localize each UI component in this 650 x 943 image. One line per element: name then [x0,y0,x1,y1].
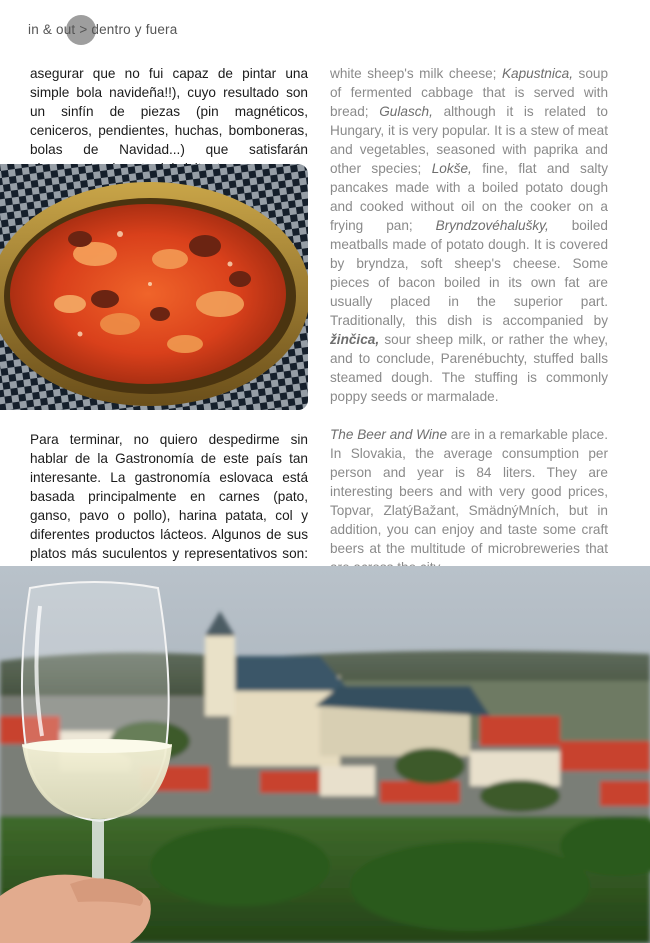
left-column-bottom [30,430,308,582]
paragraph-gastronomy [30,430,308,582]
gastronomy-text: Para terminar, no quiero despedirme sin hablar de la Gastronomía de este país tan interesante. La gastronomía eslovaca está basada principalmente en carnes (pato, ganso, pavo o pollo), harina patata, col y diferentes productos lácteos. Algunos de sus platos más suculentos y representativos son: [30,432,308,561]
paragraph-crafts: asegurar que no fui capaz de pintar una simple bola navideña!!), cuyo resultado son un sinfín de piezas (pin magnéticos, ceniceros, pendientes, huchas, bomboneras, bolas de Navidad...) que satisfarán [30,66,308,157]
p1-run-4: although it is related to Hungary, it is very popular. It is a stew of meat and vegetables, seasoned with paprika and other species; [330,104,608,176]
p1-run-6: fine, flat and salty pancakes made with a boiled potato dough and cooked without oil on the cooker on a frying pan; [330,161,608,233]
p2-run-0: The Beer and Wine [330,427,448,442]
p1-run-2: soup of fermented cabbage that is served with bread; [330,66,608,119]
p1-run-7: Bryndzovéhalušky, [435,218,549,233]
p1-run-3: Gulasch, [379,104,433,119]
section-label: in & out > dentro y fuera [28,22,178,37]
paragraph-dishes [330,64,608,406]
section-header [28,22,177,44]
left-column-top [30,64,308,178]
goulash-photo [0,164,308,410]
p1-run-10: sour sheep milk, or rather the whey, and to conclude, Parenébuchty, stuffed balls steamed dough. The stuffing is commonly poppy seeds or marmalade. [330,332,608,404]
wine-glass-photo [0,566,650,943]
p1-run-9: žinčica, [330,332,380,347]
p2-run-1: are in a remarkable place. In Slovakia, the average consumption per person and year is 84 liters. They are interesting beers and with very good prices, Topvar, ZlatýBažant, SmädnýMních, but in addition, you can enjoy and taste some craft beers at the multitude of microbreweries that [330,427,608,556]
p1-run-0: white sheep's milk cheese; [330,66,502,81]
p1-run-8: boiled meatballs made of potato dough. It is covered by bryndza, soft sheep's cheese. Some pieces of bacon boiled in its own fat are usually placed in the superior part. Traditionally, this dish is accompanied by [330,218,608,328]
p1-run-1: Kapustnica, [501,66,574,81]
p1-run-5: Lokše, [431,161,472,176]
paragraph-beer-wine [330,425,608,577]
